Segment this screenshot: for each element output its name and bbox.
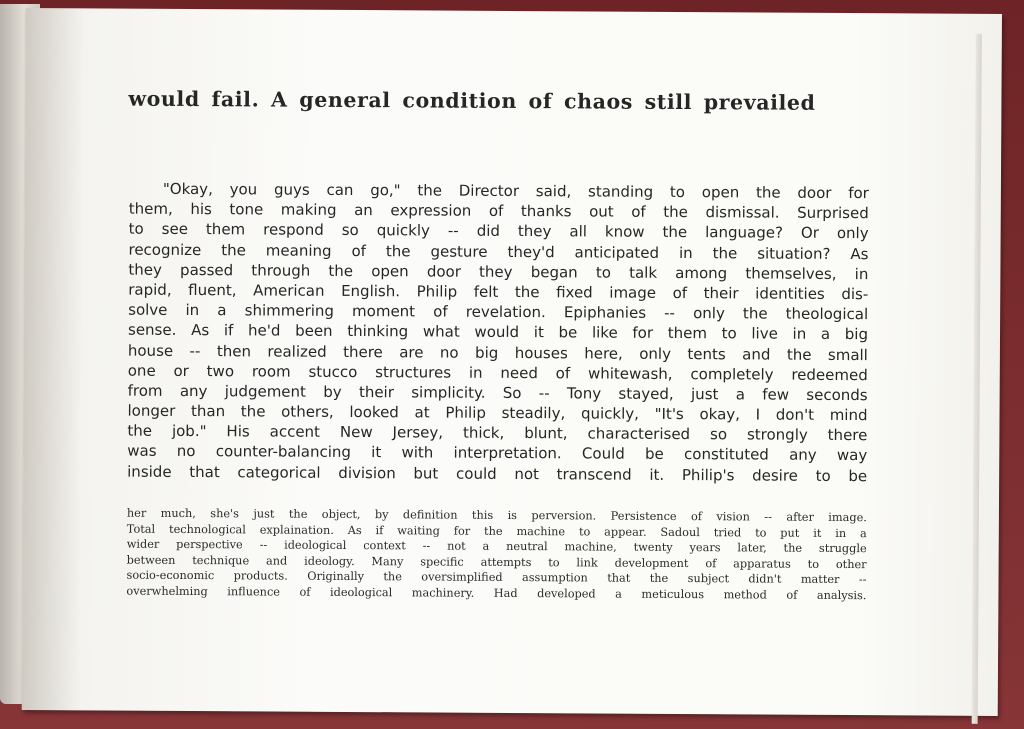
note-line: her much, she's just the object, by definition this is perversion. Persistence of vision -- after image. [126, 506, 867, 525]
note-line: wider perspective -- ideological context -- not a neutral machine, twenty years later, the struggle [126, 537, 867, 556]
body-line: them, his tone making an expression of thanks out of the dismissal. Surprised [128, 199, 869, 223]
page-stack-edge [972, 34, 982, 724]
body-line: they passed through the open door they began to talk among themselves, in [128, 260, 869, 283]
body-line: sense. As if he'd been thinking what would it be like for them to live in a big [127, 320, 869, 344]
body-line: solve in a shimmering moment of revelation. Epiphanies -- only the theological [128, 300, 869, 324]
body-line: the job." His accent New Jersey, thick, blunt, characterised so strongly there [127, 421, 868, 445]
note-line: Total technological explaination. As if waiting for the machine to appear. Sadoul tried to put it in a [126, 522, 867, 540]
note-line: overwhelming influence of ideological machinery. Had developed a meticulous method of analysis. [126, 584, 867, 603]
body-paragraph [127, 179, 869, 486]
note-line: socio-economic products. Originally the oversimplified assumption that the subject didn't matter -- [126, 568, 867, 587]
footnote-block [126, 506, 867, 604]
book-page [22, 8, 1002, 716]
body-line: was no counter-balancing it with interpretation. Could be constituted any way [127, 442, 868, 465]
body-line: to see them respond so quickly -- did they all know the language? Or only [128, 220, 869, 243]
body-line: from any judgement by their simplicity. So -- Tony stayed, just a few seconds [127, 381, 868, 405]
body-line: inside that categorical division but could not transcend it. Philip's desire to be [127, 462, 868, 485]
body-line: house -- then realized there are no big houses here, only tents and the small [127, 341, 868, 364]
page-heading: would fail. A general condition of chaos still prevailed [128, 86, 816, 115]
body-line: longer than the others, looked at Philip steadily, quickly, "It's okay, I don't mind [127, 401, 868, 425]
body-line: "Okay, you guys can go," the Director said, standing to open the door for [162, 179, 869, 203]
body-line: one or two room stucco structures in need of whitewash, completely redeemed [127, 361, 868, 384]
body-line: recognize the meaning of the gesture they'd anticipated in the situation? As [128, 240, 869, 263]
note-line: between technique and ideology. Many specific attempts to link development of apparatus to other [126, 553, 867, 571]
body-line: rapid, fluent, American English. Philip felt the fixed image of their identities dis- [128, 280, 869, 304]
